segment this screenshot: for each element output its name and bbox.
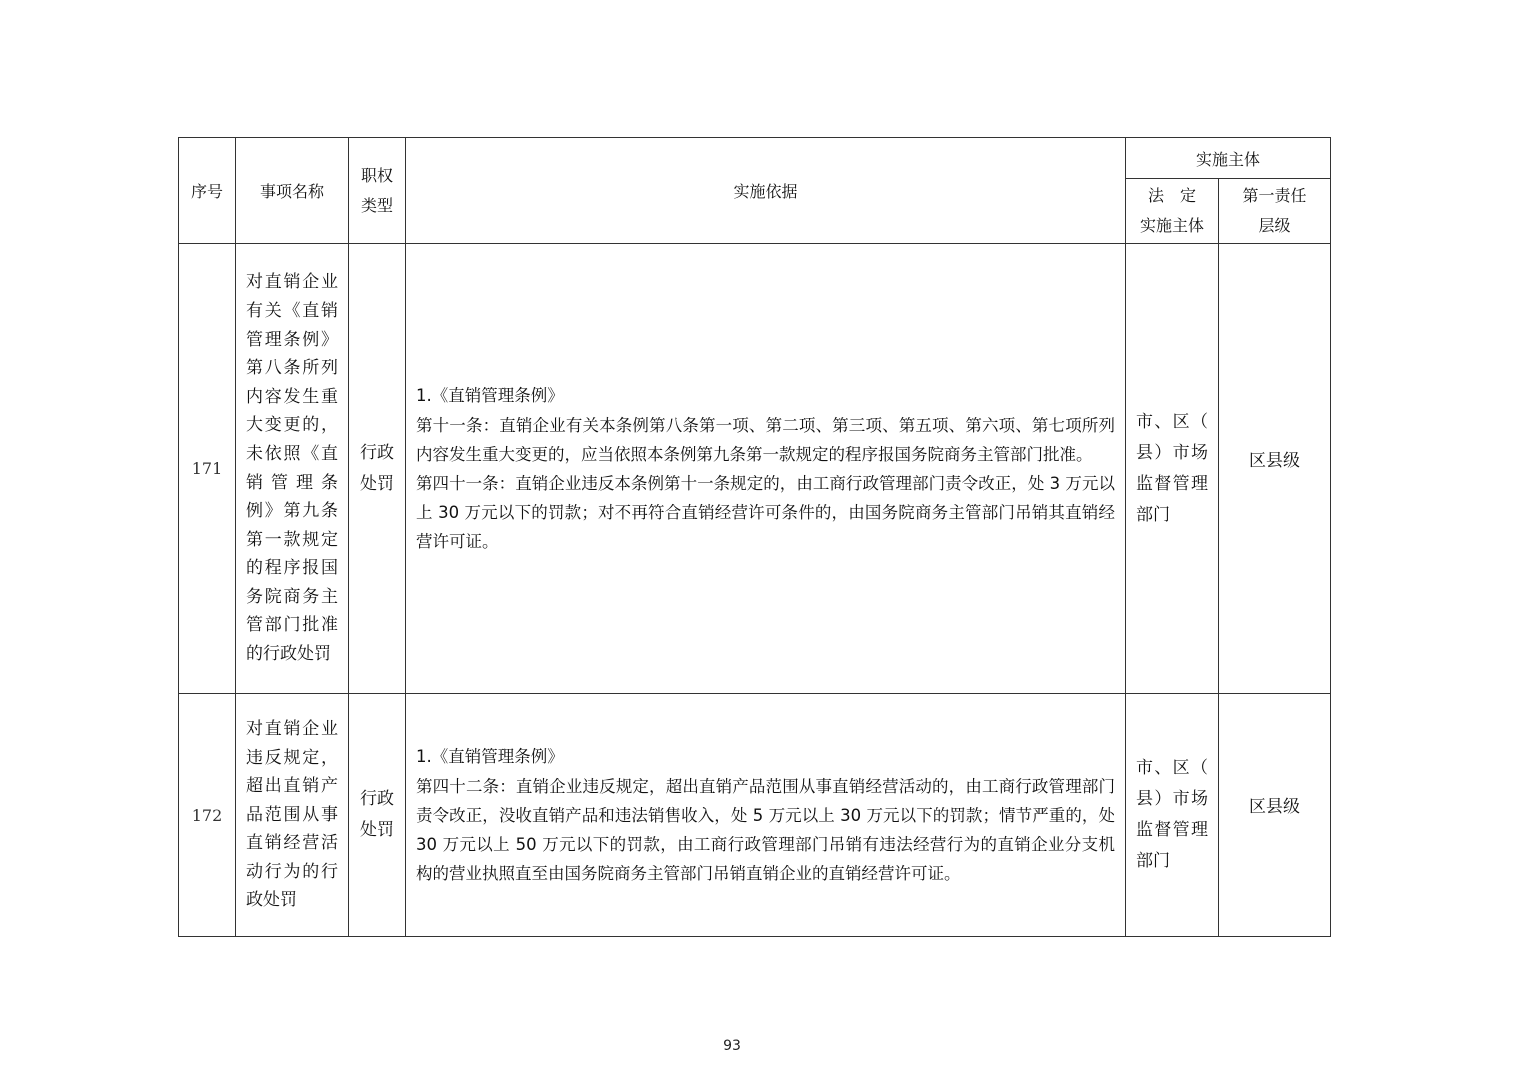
table-row (179, 244, 1331, 694)
name-line: 大变更的， (246, 415, 338, 436)
enforcement-items-table (178, 137, 1331, 937)
name-line: 直销经营活 (246, 833, 338, 854)
name-line: 第一款规定 (246, 529, 338, 550)
name-line: 第八条所列 (246, 358, 338, 379)
header-first-responsibility-line: 第一责任 (1242, 186, 1307, 205)
header-power-type (349, 138, 406, 244)
row-item-name (236, 244, 349, 694)
name-line: 的程序报国 (246, 558, 338, 579)
basis-article: 第四十一条：直销企业违反本条例第十一条规定的，由工商行政管理部门责令改正，处 3 万元以上 30 万元以下的罚款；对不再符合直销经营许可条件的，由国务院商务主管部门吊销其直销经营许可证。 (416, 474, 1115, 551)
subject-line: 监督管理 (1136, 820, 1208, 840)
type-line: 处罚 (360, 473, 394, 494)
row-responsibility-level (1219, 694, 1331, 937)
row-item-name (236, 694, 349, 937)
basis-regulation-title: 1.《直销管理条例》 (416, 747, 564, 766)
header-first-responsibility (1219, 179, 1331, 244)
name-line: 务院商务主 (246, 586, 338, 607)
row-responsibility-level (1219, 244, 1331, 694)
name-line: 对直销企业 (246, 272, 338, 293)
name-line: 违反规定， (246, 747, 338, 768)
header-subject-group: 实施主体 (1126, 138, 1331, 179)
basis-regulation-title: 1.《直销管理条例》 (416, 386, 564, 405)
subject-line: 市、区（ (1136, 411, 1208, 432)
type-line: 行政 (360, 789, 394, 809)
name-line: 内容发生重 (246, 386, 338, 407)
name-line: 政处罚 (246, 890, 297, 911)
row-legal-subject (1126, 694, 1219, 937)
subject-line: 部门 (1136, 504, 1170, 525)
row-power-type (349, 244, 406, 694)
row-basis (406, 244, 1126, 694)
header-first-responsibility-line: 层级 (1258, 216, 1291, 235)
subject-line: 市、区（ (1136, 758, 1208, 778)
level-text: 区县级 (1249, 797, 1300, 817)
name-line: 动行为的行 (246, 861, 338, 882)
basis-article: 第四十二条：直销企业违反规定，超出直销产品范围从事直销经营活动的，由工商行政管理部门责令改正，没收直销产品和违法销售收入，处 5 万元以上 30 万元以下的罚款；情节严重的，处 30 万元以上 50 万元以下的罚款，由工商行政管理部门吊销有违法经营行为的直销企业分支机构的营业执照直至由国务院商务主管部门吊销直销企业的直销经营许可证。 (416, 777, 1115, 883)
type-line: 行政 (360, 442, 394, 463)
header-legal-subject-line: 实施主体 (1139, 216, 1204, 235)
type-line: 处罚 (360, 820, 394, 840)
name-line: 未依照《直 (246, 443, 338, 464)
subject-line: 部门 (1136, 851, 1170, 871)
row-legal-subject (1126, 244, 1219, 694)
subject-line: 县）市场 (1136, 789, 1208, 809)
header-seq: 序号 (179, 138, 236, 244)
header-power-type-line: 类型 (360, 195, 393, 215)
name-line: 品范围从事 (246, 804, 338, 825)
name-line: 有关《直销 (246, 300, 338, 321)
header-row-1 (179, 138, 1331, 179)
row-basis (406, 694, 1126, 937)
header-item-name: 事项名称 (236, 138, 349, 244)
name-line: 例》第九条 (246, 501, 338, 522)
table-row (179, 694, 1331, 937)
name-line: 销管理条 (246, 472, 338, 493)
header-power-type-line: 职权 (360, 165, 393, 185)
basis-article: 第十一条：直销企业有关本条例第八条第一项、第二项、第三项、第五项、第六项、第七项所列内容发生重大变更的，应当依照本条例第九条第一款规定的程序报国务院商务主管部门批准。 (416, 416, 1115, 464)
name-line: 管理条例》 (246, 329, 338, 350)
page-number: 93 (723, 1038, 741, 1054)
subject-line: 县）市场 (1136, 442, 1208, 463)
row-seq: 171 (179, 244, 236, 694)
name-line: 的行政处罚 (246, 644, 331, 665)
row-power-type (349, 694, 406, 937)
header-legal-subject (1126, 179, 1219, 244)
name-line: 超出直销产 (246, 776, 338, 797)
level-text: 区县级 (1249, 451, 1300, 471)
header-basis: 实施依据 (406, 138, 1126, 244)
name-line: 管部门批准 (246, 615, 338, 636)
name-line: 对直销企业 (246, 718, 338, 739)
header-legal-subject-line: 法 定 (1147, 186, 1196, 205)
subject-line: 监督管理 (1136, 473, 1208, 494)
row-seq: 172 (179, 694, 236, 937)
